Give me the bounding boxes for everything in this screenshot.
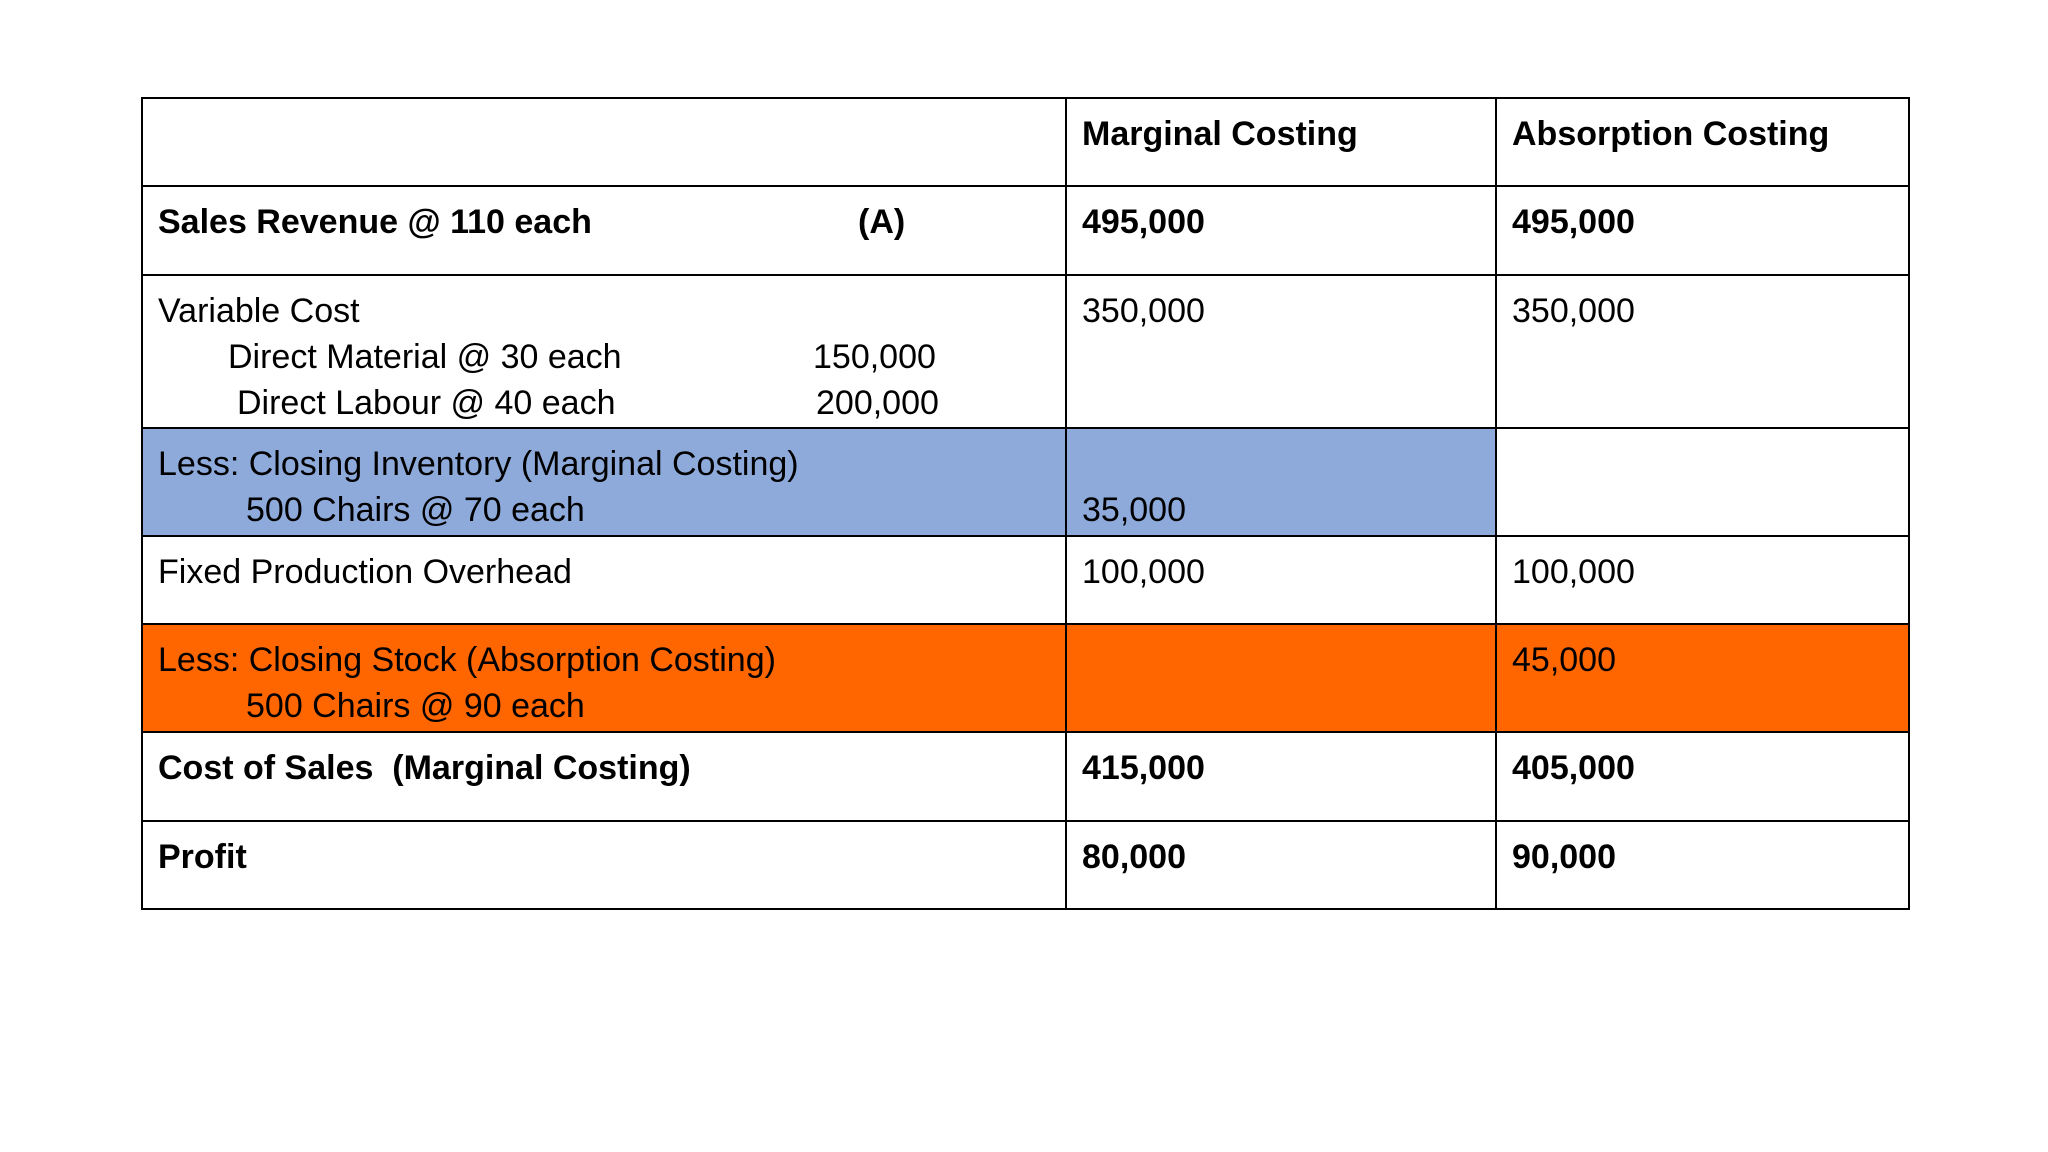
sales-revenue-marginal: 495,000: [1066, 186, 1496, 275]
header-row: [142, 98, 1909, 186]
direct-labour-amount: 200,000: [816, 384, 939, 422]
closing-inventory-label: Less: Closing Inventory (Marginal Costing): [158, 445, 799, 483]
closing-inventory-label-cell: [142, 428, 1066, 536]
fixed-overhead-row: [142, 536, 1909, 624]
fixed-overhead-absorption: 100,000: [1496, 536, 1909, 624]
variable-cost-label: Variable Cost: [158, 292, 360, 330]
closing-stock-sub-label: 500 Chairs @ 90 each: [246, 687, 585, 725]
variable-cost-absorption: 350,000: [1496, 275, 1909, 428]
variable-cost-label-cell: [142, 275, 1066, 428]
closing-inventory-marginal-cell: [1066, 428, 1496, 536]
fixed-overhead-label: Fixed Production Overhead: [142, 536, 1066, 624]
variable-cost-marginal: 350,000: [1066, 275, 1496, 428]
closing-inventory-absorption: [1496, 428, 1909, 536]
cost-of-sales-marginal: 415,000: [1066, 732, 1496, 821]
direct-labour-label: Direct Labour @ 40 each: [237, 384, 616, 422]
closing-stock-row: [142, 624, 1909, 732]
closing-inventory-row: [142, 428, 1909, 536]
header-marginal-costing: Marginal Costing: [1066, 98, 1496, 186]
header-absorption-costing: Absorption Costing: [1496, 98, 1909, 186]
sales-revenue-label: Sales Revenue @ 110 each: [158, 203, 592, 241]
direct-material-amount: 150,000: [813, 338, 936, 376]
profit-row: [142, 821, 1909, 909]
profit-absorption: 90,000: [1496, 821, 1909, 909]
closing-stock-label-cell: [142, 624, 1066, 732]
sales-revenue-row: [142, 186, 1909, 275]
fixed-overhead-marginal: 100,000: [1066, 536, 1496, 624]
header-description-cell: [142, 98, 1066, 186]
direct-material-line: [158, 334, 1051, 380]
sales-revenue-label-cell: [142, 186, 1066, 275]
direct-labour-line: [158, 380, 1051, 426]
direct-material-label: Direct Material @ 30 each: [228, 338, 622, 376]
profit-label: Profit: [142, 821, 1066, 909]
sales-revenue-absorption: 495,000: [1496, 186, 1909, 275]
cost-of-sales-row: [142, 732, 1909, 821]
closing-stock-marginal: [1066, 624, 1496, 732]
closing-inventory-sub-label: 500 Chairs @ 70 each: [246, 491, 585, 529]
costing-comparison-table: [141, 97, 1910, 910]
profit-marginal: 80,000: [1066, 821, 1496, 909]
variable-cost-row: [142, 275, 1909, 428]
closing-stock-absorption: 45,000: [1496, 624, 1909, 732]
closing-stock-label: Less: Closing Stock (Absorption Costing): [158, 641, 776, 679]
cost-of-sales-label: Cost of Sales (Marginal Costing): [142, 732, 1066, 821]
closing-inventory-marginal: 35,000: [1082, 491, 1186, 529]
cost-of-sales-absorption: 405,000: [1496, 732, 1909, 821]
sales-revenue-tag: (A): [858, 203, 906, 241]
